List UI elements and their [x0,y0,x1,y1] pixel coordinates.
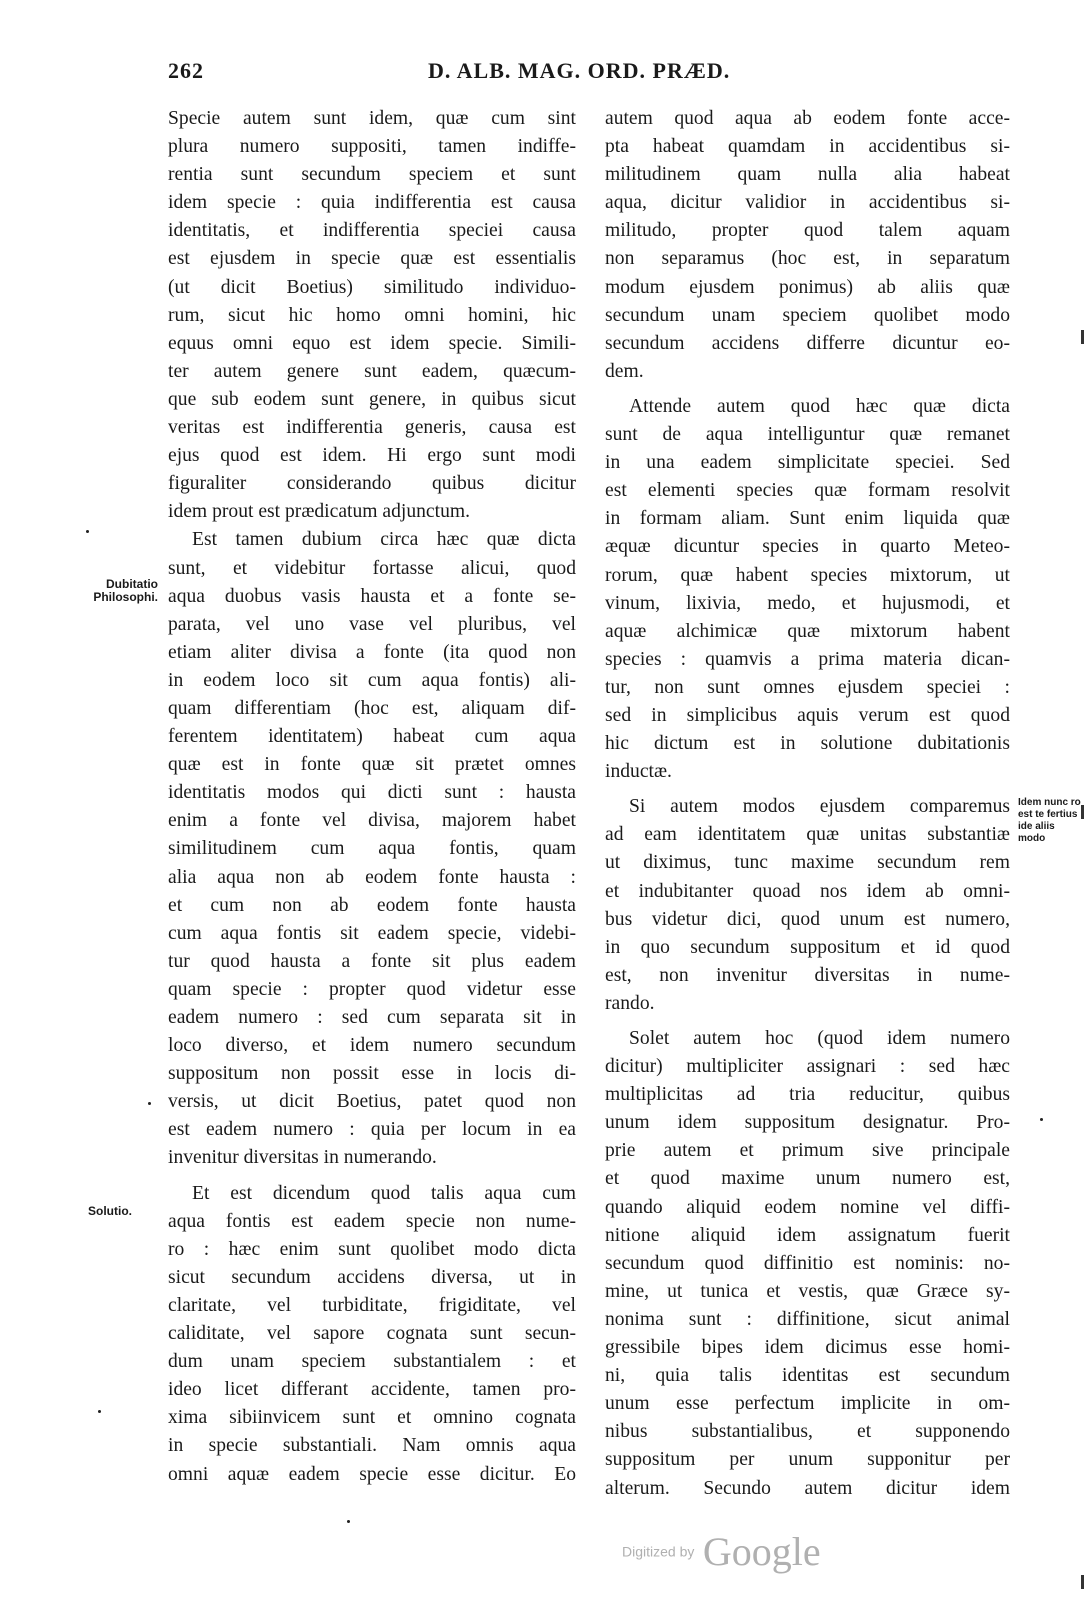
text-line: suppositum non possit esse in locis di- [168,1063,576,1085]
text-line: xima sibiinvicem sunt et omnino cognata [168,1407,576,1429]
text-line: identitatis, et indifferentia speciei causa [168,220,576,242]
paragraph-gap [605,786,1010,793]
text-line: suppositum per unum supponitur per [605,1449,1010,1471]
text-line: parata, vel uno vase vel pluribus, vel [168,613,576,635]
text-line: similitudinem cum aqua fontis, quam [168,838,576,860]
text-line: species : quamvis a prima materia dican- [605,648,1010,670]
text-line: que sub eodem sunt genere, in quibus sicut [168,388,576,410]
text-line: sicut secundum accidens diversa, ut in [168,1266,576,1288]
text-line: omni aquæ eadem specie esse dicitur. Eo [168,1463,576,1485]
text-line: (ut dicit Boetius) similitudo individuo- [168,276,576,298]
text-line: est, non invenitur diversitas in nume- [605,964,1010,986]
text-line: in una eadem simplicitate speciei. Sed [605,452,1010,474]
text-line: tur, non sunt omnes ejusdem speciei : [605,676,1010,698]
text-line: idem specie : quia indifferentia est causa [168,192,576,214]
text-line: non separamus (hoc est, in separatum [605,248,1010,270]
text-line: est eadem numero : quia per locum in ea [168,1119,576,1141]
text-line: in specie substantiali. Nam omnis aqua [168,1435,576,1457]
text-line: caliditate, vel sapore cognata sunt secun- [168,1323,576,1345]
margin-note-dubitatio: Dubitatio Philosophi. [93,577,158,604]
text-line: veritas est indifferentia generis, causa est [168,417,576,439]
text-line: nitione aliquid idem assignatum fuerit [605,1224,1010,1246]
text-line: enim a fonte vel divisa, majorem habet [168,810,576,832]
text-line: et indubitanter quoad nos idem ab omni- [605,880,1010,902]
text-line: ferentem identitatem) habeat cum aqua [168,726,576,748]
text-line: alterum. Secundo autem dicitur idem [605,1477,1010,1499]
text-line: alia aqua non ab eodem fonte hausta : [168,866,576,888]
text-line: rum, sicut hic homo omni homini, hic [168,304,576,326]
text-line: et quod maxime unum numero est, [605,1168,1010,1190]
speck-dot [347,1520,350,1523]
text-line: Et est dicendum quod talis aqua cum [192,1182,576,1204]
text-line: ut diximus, tunc maxime secundum rem [605,852,1010,874]
text-line: gressibile bipes idem dicimus esse homi- [605,1337,1010,1359]
text-line: inductæ. [605,761,672,783]
text-line: rentia sunt secundum speciem et sunt [168,164,576,186]
text-line: sunt de aqua intelliguntur quæ remanet [605,424,1010,446]
text-line: prie autem et primum sive principale [605,1140,1010,1162]
text-line: Specie autem sunt idem, quæ cum sint [168,108,576,129]
text-line: vinum, lixivia, medo, et hujusmodi, et [605,592,1010,614]
text-line: secundum unam speciem quolibet modo [605,304,1010,326]
paragraph-gap [605,386,1010,393]
text-line: ejus quod est idem. Hi ergo sunt modi [168,445,576,467]
text-line: autem quod aqua ab eodem fonte acce- [605,108,1010,129]
text-line: et cum non ab eodem fonte hausta [168,894,576,916]
speck-dot [98,1410,101,1413]
text-line: aqua, dicitur validior in accidentibus si- [605,192,1010,214]
text-line: equus omni equo est idem specie. Simili- [168,332,576,354]
text-line: plura numero suppositi, tamen indiffe- [168,136,576,158]
text-line: pta habeat quamdam in accidentibus si- [605,136,1010,158]
page-header [168,58,1010,92]
text-line: figuraliter considerando quibus dicitur [168,473,576,495]
text-line: nonima sunt : diffinitione, sicut animal [605,1308,1010,1330]
text-line: Solet autem hoc (quod idem numero [629,1028,1010,1049]
text-line: ni, quia talis identitas est secundum [605,1365,1010,1387]
text-line: ideo licet differant accidente, tamen pro- [168,1379,576,1401]
text-line: ro : hæc enim sunt quolibet modo dicta [168,1238,576,1260]
text-line: unum esse perfectum implicite in om- [605,1393,1010,1415]
text-line: est elementi species quæ formam resolvit [605,480,1010,502]
page-number: 262 [168,58,204,83]
text-line: Est tamen dubium circa hæc quæ dicta [192,529,576,551]
text-line: militudinem quam nulla alia habeat [605,164,1010,186]
text-line: sunt, et videbitur fortasse alicui, quod [168,557,576,579]
right-column [605,105,1010,1503]
text-line: militudo, propter quod talem aquam [605,220,1010,242]
text-line: in formam aliam. Sunt enim liquida quæ [605,508,1010,530]
text-line: Si autem modos ejusdem comparemus [629,796,1010,818]
text-line: ad eam identitatem quæ unitas substantiæ [605,824,1010,846]
text-line: claritate, vel turbiditate, frigiditate, vel [168,1294,576,1316]
edge-mark [1081,330,1084,344]
text-line: hic dictum est in solutione dubitationis [605,733,1010,755]
text-line: dem. [605,360,644,382]
speck-dot [148,1102,151,1105]
text-line: aqua fontis est eadem specie non nume- [168,1210,576,1232]
running-head: D. ALB. MAG. ORD. PRÆD. [428,58,731,83]
margin-note-idem: Idem nunc ro est te fertius ide aliis modo [1018,797,1081,844]
paragraph-gap [168,1173,576,1180]
text-line: ter autem genere sunt eadem, quæcum- [168,360,576,382]
text-line: etiam aliter divisa a fonte (ita quod non [168,641,576,663]
text-line: identitatis modos qui dicti sunt : hausta [168,782,576,804]
text-line: tur quod hausta a fonte sit plus eadem [168,950,576,972]
text-line: quam differentiam (hoc est, aliquam dif- [168,697,576,719]
text-line: est ejusdem in specie quæ est essentialis [168,248,576,270]
text-line: mine, ut tunica et vestis, quæ Græce sy- [605,1280,1010,1302]
text-line: versis, ut dicit Boetius, patet quod non [168,1091,576,1113]
text-line: quæ est in fonte quæ sit prætet omnes [168,754,576,776]
text-line: aquæ alchimicæ quæ mixtorum habent [605,620,1010,642]
text-line: dicitur) multipliciter assignari : sed hæc [605,1056,1010,1078]
text-line: in quo secundum suppositum et id quod [605,936,1010,958]
text-line: secundum accidens differre dicuntur eo- [605,332,1010,354]
text-line: nibus substantialibus, et supponendo [605,1421,1010,1443]
text-line: modum ejusdem ponimus) ab aliis quæ [605,276,1010,298]
speck-dot [86,530,89,533]
watermark-small: Digitized by [622,1543,695,1560]
text-line: eadem numero : sed cum separata sit in [168,1007,576,1028]
text-line: æquæ dicuntur species in quarto Meteo- [605,536,1010,558]
text-line: Attende autem quod hæc quæ dicta [629,395,1010,417]
speck-dot [1040,1118,1043,1121]
text-line: bus videtur dici, quod unum est numero, [605,908,1010,930]
text-line: dum unam speciem substantialem : et [168,1351,576,1373]
text-line: rando. [605,992,655,1014]
edge-mark [1081,1575,1084,1589]
paragraph-gap [605,1018,1010,1025]
text-line: rorum, quæ habent species mixtorum, ut [605,564,1010,586]
edge-mark [1081,805,1084,819]
text-line: loco diverso, et idem numero secundum [168,1035,576,1057]
text-line: secundum quod diffinitio est nominis: no- [605,1252,1010,1274]
text-line: multiplicitas ad tria reducitur, quibus [605,1084,1010,1106]
watermark-logo: Google [702,1529,821,1574]
margin-note-solutio: Solutio. [88,1204,132,1218]
text-line: quam specie : propter quod videtur esse [168,978,576,1000]
text-line: sed in simplicibus aquis verum est quod [605,704,1010,726]
text-line: unum idem suppositum designatur. Pro- [605,1112,1010,1134]
text-line: cum aqua fontis sit eadem specie, videbi- [168,922,576,944]
text-line: in eodem loco sit cum aqua fontis) ali- [168,669,576,691]
text-line: idem prout est prædicatum adjunctum. [168,501,471,523]
text-line: quando aliquid eodem nomine vel diffi- [605,1196,1010,1218]
google-watermark [622,1528,821,1575]
text-line: aqua duobus vasis hausta et a fonte se- [168,585,576,607]
text-line: invenitur diversitas in numerando. [168,1147,437,1169]
left-column [168,105,576,1489]
